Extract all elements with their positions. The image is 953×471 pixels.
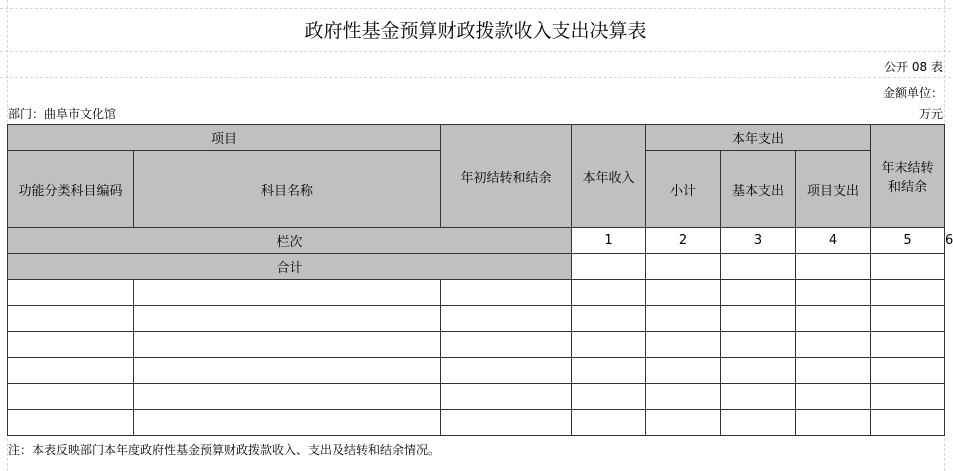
table-cell — [441, 306, 572, 332]
table-cell — [646, 358, 721, 384]
table-cell — [8, 384, 134, 410]
table-cell — [134, 410, 441, 436]
footnote: 注：本表反映部门本年度政府性基金预算财政拨款收入、支出及结转和结余情况。 — [8, 443, 441, 457]
header-annual-income: 本年收入 — [572, 125, 646, 228]
table-cell — [572, 410, 646, 436]
table-row — [8, 384, 945, 410]
grid-line — [0, 51, 951, 52]
header-func-code: 功能分类科目编码 — [8, 151, 134, 228]
header-basic-expenditure: 基本支出 — [721, 151, 796, 228]
table-cell — [721, 280, 796, 306]
header-subtotal: 小计 — [646, 151, 721, 228]
table-cell — [796, 384, 871, 410]
table-row — [8, 306, 945, 332]
table-cell — [134, 280, 441, 306]
table-cell — [796, 254, 871, 280]
table-cell — [796, 332, 871, 358]
table-row — [8, 358, 945, 384]
table-cell — [134, 358, 441, 384]
table-cell — [8, 280, 134, 306]
table-cell — [646, 306, 721, 332]
grid-line — [0, 8, 951, 9]
table-cell — [721, 254, 796, 280]
budget-table: 项目 年初结转和结余 本年收入 本年支出 年末结转 和结余 功能分类科目编码 科目名称 小计 基本支出 项目支出 栏次 1 2 3 4 5 6 合计 — [7, 124, 945, 436]
table-cell — [871, 358, 945, 384]
table-cell — [572, 332, 646, 358]
column-index-5: 5 — [871, 228, 945, 254]
column-index-3: 3 — [721, 228, 796, 254]
table-cell — [871, 280, 945, 306]
column-index-label: 栏次 — [8, 228, 572, 254]
table-cell — [134, 332, 441, 358]
header-closing-balance — [871, 125, 945, 228]
table-cell — [8, 332, 134, 358]
header-closing-balance-line1: 年末结转 — [881, 161, 934, 176]
table-cell — [796, 358, 871, 384]
header-item: 项目 — [8, 125, 441, 151]
table-cell — [871, 254, 945, 280]
table-cell — [871, 332, 945, 358]
total-row-label: 合计 — [8, 254, 572, 280]
table-cell — [871, 410, 945, 436]
table-cell — [134, 384, 441, 410]
table-cell — [572, 280, 646, 306]
header-opening-balance: 年初结转和结余 — [441, 125, 572, 228]
table-cell — [796, 306, 871, 332]
column-index-1: 1 — [572, 228, 646, 254]
table-cell — [8, 410, 134, 436]
table-row — [8, 332, 945, 358]
column-index-4: 4 — [796, 228, 871, 254]
table-row — [8, 280, 945, 306]
table-cell — [646, 254, 721, 280]
table-cell — [8, 358, 134, 384]
table-cell — [721, 332, 796, 358]
table-cell — [572, 384, 646, 410]
table-cell — [441, 410, 572, 436]
table-cell — [796, 410, 871, 436]
header-closing-balance-line2: 和结余 — [888, 180, 928, 195]
table-cell — [572, 254, 646, 280]
header-subject-name: 科目名称 — [134, 151, 441, 228]
report-title: 政府性基金预算财政拨款收入支出决算表 — [304, 20, 647, 42]
table-cell — [441, 384, 572, 410]
table-cell — [441, 332, 572, 358]
table-cell — [646, 280, 721, 306]
table-cell — [721, 306, 796, 332]
table-cell — [646, 332, 721, 358]
table-cell — [871, 306, 945, 332]
header-annual-expenditure: 本年支出 — [646, 125, 871, 151]
table-cell — [721, 384, 796, 410]
table-cell — [441, 358, 572, 384]
department-label: 部门：曲阜市文化馆 — [8, 107, 117, 121]
table-cell — [871, 384, 945, 410]
table-cell — [721, 410, 796, 436]
amount-unit-label: 金额单位： — [882, 86, 943, 100]
amount-unit: 万元 — [918, 107, 943, 121]
table-cell — [134, 306, 441, 332]
column-index-2: 2 — [646, 228, 721, 254]
grid-line — [0, 77, 951, 78]
table-cell — [441, 280, 572, 306]
table-cell — [646, 410, 721, 436]
table-row — [8, 410, 945, 436]
table-cell — [8, 306, 134, 332]
table-cell — [572, 306, 646, 332]
table-code: 公开 08 表 — [884, 60, 943, 74]
table-cell — [796, 280, 871, 306]
table-cell — [646, 384, 721, 410]
header-project-expenditure: 项目支出 — [796, 151, 871, 228]
total-row — [8, 254, 945, 280]
table-cell — [721, 358, 796, 384]
table-cell — [572, 358, 646, 384]
